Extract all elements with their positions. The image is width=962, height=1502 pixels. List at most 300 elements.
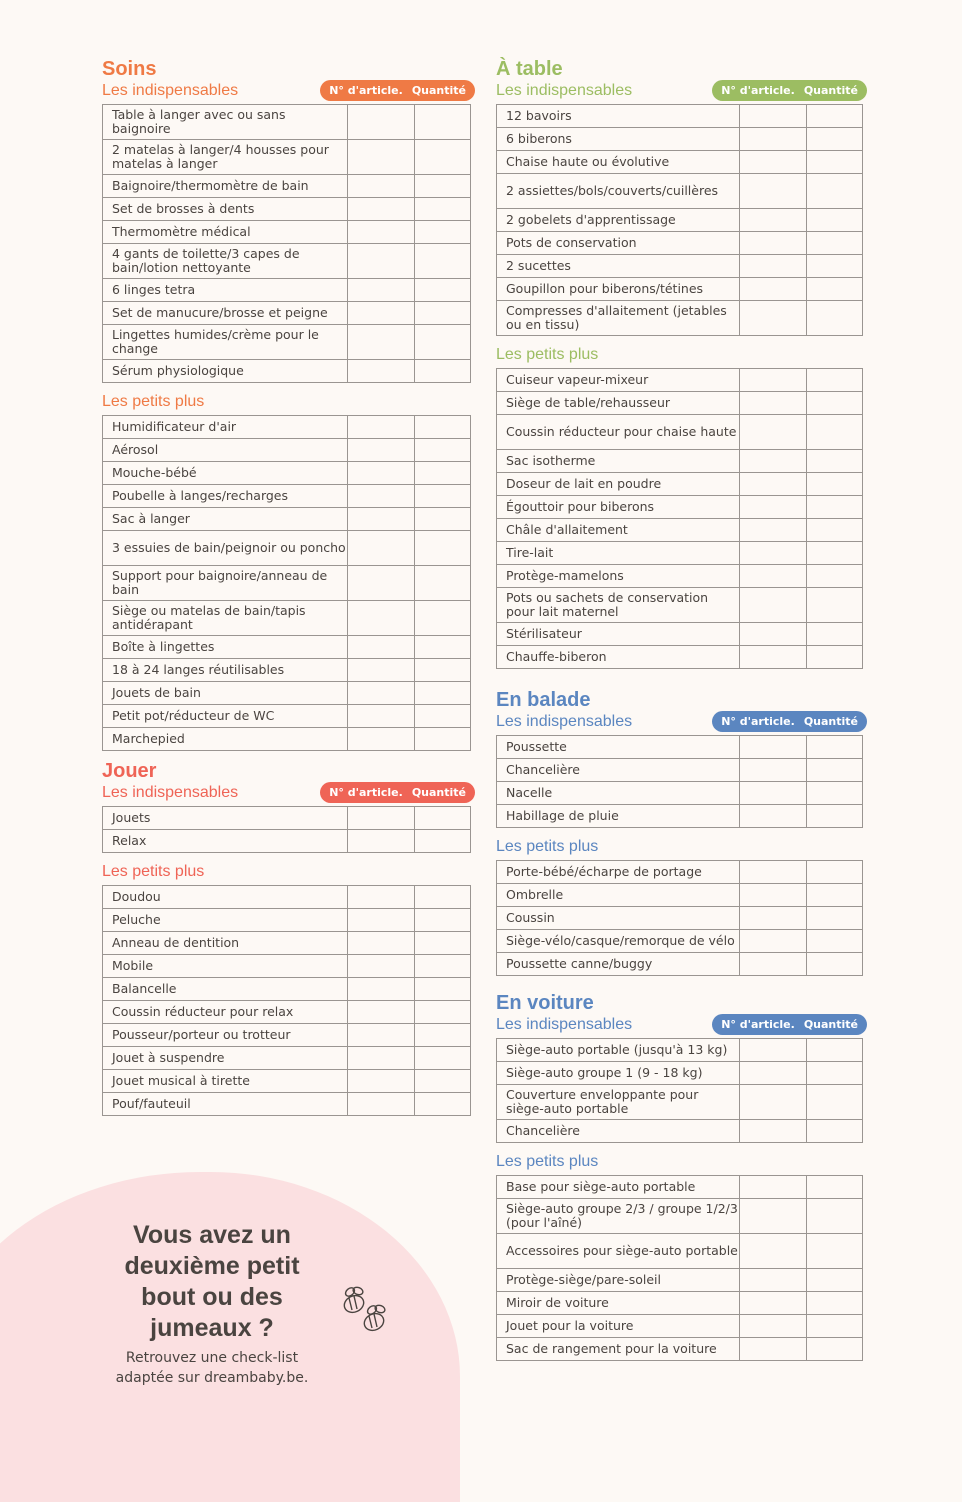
article-number-cell[interactable] <box>740 232 807 255</box>
quantity-cell[interactable] <box>807 736 863 759</box>
article-number-cell[interactable] <box>348 244 415 279</box>
table-row <box>497 907 863 930</box>
quantity-cell[interactable] <box>807 1234 863 1269</box>
quantity-cell[interactable] <box>415 105 471 140</box>
quantity-cell[interactable] <box>807 392 863 415</box>
article-number-header: N° d'article. <box>329 786 403 799</box>
quantity-cell[interactable] <box>807 450 863 473</box>
soins-indisp-header <box>102 80 471 102</box>
quantity-header: Quantité <box>803 715 858 728</box>
quantity-cell[interactable] <box>415 1024 471 1047</box>
quantity-cell[interactable] <box>807 1120 863 1143</box>
item-label: Pots de conservation <box>497 232 740 255</box>
table-row <box>103 601 471 636</box>
article-number-cell[interactable] <box>348 221 415 244</box>
checklist-table <box>496 104 863 336</box>
article-number-cell[interactable] <box>740 542 807 565</box>
voiture-indisp-header <box>496 1014 863 1036</box>
article-number-header: N° d'article. <box>721 84 795 97</box>
article-number-cell[interactable] <box>740 369 807 392</box>
quantity-cell[interactable] <box>807 930 863 953</box>
table-row <box>103 439 471 462</box>
article-number-cell[interactable] <box>348 601 415 636</box>
quantity-cell[interactable] <box>415 1070 471 1093</box>
quantity-cell[interactable] <box>807 1199 863 1234</box>
quantity-cell[interactable] <box>807 953 863 976</box>
table-row <box>497 174 863 209</box>
item-label: Base pour siège-auto portable <box>497 1176 740 1199</box>
item-label: Siège de table/rehausseur <box>497 392 740 415</box>
quantity-cell[interactable] <box>415 1093 471 1116</box>
soins-indisp-label: Les indispensables <box>102 82 239 99</box>
table-row <box>497 1199 863 1234</box>
quantity-cell[interactable] <box>415 659 471 682</box>
quantity-cell[interactable] <box>415 360 471 383</box>
table-row <box>497 565 863 588</box>
item-label: Siège-vélo/casque/remorque de vélo <box>497 930 740 953</box>
quantity-cell[interactable] <box>415 807 471 830</box>
item-label: Chancelière <box>497 1120 740 1143</box>
item-label: Marchepied <box>103 728 348 751</box>
quantity-cell[interactable] <box>807 105 863 128</box>
article-number-cell[interactable] <box>740 861 807 884</box>
table-row <box>497 736 863 759</box>
article-number-cell[interactable] <box>348 105 415 140</box>
article-number-cell[interactable] <box>740 759 807 782</box>
item-label: Mobile <box>103 955 348 978</box>
voiture-plus-label: Les petits plus <box>496 1153 599 1170</box>
article-number-cell[interactable] <box>348 955 415 978</box>
quantity-cell[interactable] <box>807 1292 863 1315</box>
item-label: Siège-auto groupe 2/3 / groupe 1/2/3 (pour l'aîné) <box>497 1199 740 1234</box>
quantity-cell[interactable] <box>415 279 471 302</box>
checklist-table <box>102 415 471 751</box>
quantity-cell[interactable] <box>807 1085 863 1120</box>
article-number-cell[interactable] <box>740 736 807 759</box>
article-number-cell[interactable] <box>348 909 415 932</box>
article-number-cell[interactable] <box>348 636 415 659</box>
quantity-cell[interactable] <box>807 496 863 519</box>
section-title-voiture: En voiture <box>496 992 594 1014</box>
table-plus-label: Les petits plus <box>496 346 599 363</box>
quantity-cell[interactable] <box>415 221 471 244</box>
item-label: Relax <box>103 830 348 853</box>
quantity-cell[interactable] <box>807 884 863 907</box>
item-label: Miroir de voiture <box>497 1292 740 1315</box>
quantity-cell[interactable] <box>415 302 471 325</box>
item-label: 12 bavoirs <box>497 105 740 128</box>
item-label: Coussin <box>497 907 740 930</box>
article-number-cell[interactable] <box>348 416 415 439</box>
table-row <box>497 232 863 255</box>
item-label: Poussette <box>497 736 740 759</box>
quantity-cell[interactable] <box>415 955 471 978</box>
quantity-cell[interactable] <box>807 542 863 565</box>
table-row <box>103 279 471 302</box>
quantity-cell[interactable] <box>415 140 471 175</box>
section-title-soins: Soins <box>102 58 157 80</box>
quantity-cell[interactable] <box>807 209 863 232</box>
quantity-cell[interactable] <box>807 1062 863 1085</box>
article-number-cell[interactable] <box>740 1292 807 1315</box>
quantity-cell[interactable] <box>415 531 471 566</box>
article-number-cell[interactable] <box>740 782 807 805</box>
jouer-plus-header <box>102 861 471 883</box>
table-row <box>103 175 471 198</box>
table-row <box>497 884 863 907</box>
jouer-indisp-header <box>102 782 471 804</box>
quantity-cell[interactable] <box>415 705 471 728</box>
article-number-cell[interactable] <box>348 728 415 751</box>
table-row <box>103 932 471 955</box>
item-label: Set de manucure/brosse et peigne <box>103 302 348 325</box>
quantity-cell[interactable] <box>807 1315 863 1338</box>
article-number-cell[interactable] <box>740 1039 807 1062</box>
article-number-cell[interactable] <box>740 623 807 646</box>
balade-indisp-header <box>496 711 863 733</box>
table-row <box>497 1234 863 1269</box>
item-label: Jouet à suspendre <box>103 1047 348 1070</box>
quantity-cell[interactable] <box>415 244 471 279</box>
table-row <box>103 531 471 566</box>
article-number-cell[interactable] <box>348 140 415 175</box>
item-label: Coussin réducteur pour chaise haute <box>497 415 740 450</box>
quantity-cell[interactable] <box>807 278 863 301</box>
quantity-cell[interactable] <box>807 623 863 646</box>
table-row <box>103 566 471 601</box>
article-number-cell[interactable] <box>348 279 415 302</box>
article-number-cell[interactable] <box>740 1199 807 1234</box>
item-label: Jouet musical à tirette <box>103 1070 348 1093</box>
quantity-cell[interactable] <box>807 759 863 782</box>
article-number-cell[interactable] <box>740 450 807 473</box>
article-number-cell[interactable] <box>348 439 415 462</box>
table-row <box>497 1062 863 1085</box>
quantity-cell[interactable] <box>415 566 471 601</box>
item-label: Anneau de dentition <box>103 932 348 955</box>
quantity-cell[interactable] <box>807 255 863 278</box>
quantity-cell[interactable] <box>807 301 863 336</box>
article-number-cell[interactable] <box>740 519 807 542</box>
table-row <box>103 244 471 279</box>
item-label: Habillage de pluie <box>497 805 740 828</box>
article-number-cell[interactable] <box>348 175 415 198</box>
checklist-table <box>496 368 863 669</box>
table-row <box>497 805 863 828</box>
item-label: Châle d'allaitement <box>497 519 740 542</box>
table-row <box>497 255 863 278</box>
item-label: Doseur de lait en poudre <box>497 473 740 496</box>
quantity-cell[interactable] <box>415 462 471 485</box>
table-row <box>497 1292 863 1315</box>
item-label: Siège-auto portable (jusqu'à 13 kg) <box>497 1039 740 1062</box>
article-number-cell[interactable] <box>348 978 415 1001</box>
quantity-cell[interactable] <box>807 128 863 151</box>
article-number-cell[interactable] <box>348 1070 415 1093</box>
table-row <box>103 807 471 830</box>
article-number-cell[interactable] <box>740 1176 807 1199</box>
table-row <box>497 105 863 128</box>
quantity-cell[interactable] <box>415 682 471 705</box>
item-label: Jouets de bain <box>103 682 348 705</box>
item-label: 2 matelas à langer/4 housses pour matelas à langer <box>103 140 348 175</box>
quantity-cell[interactable] <box>807 473 863 496</box>
quantity-cell[interactable] <box>415 1047 471 1070</box>
table-row <box>103 198 471 221</box>
quantity-cell[interactable] <box>807 232 863 255</box>
table-row <box>103 462 471 485</box>
balade-plus-label: Les petits plus <box>496 838 599 855</box>
item-label: Balancelle <box>103 978 348 1001</box>
article-number-cell[interactable] <box>348 198 415 221</box>
article-number-cell[interactable] <box>348 1093 415 1116</box>
article-number-cell[interactable] <box>348 462 415 485</box>
article-number-cell[interactable] <box>740 209 807 232</box>
article-number-cell[interactable] <box>740 105 807 128</box>
quantity-cell[interactable] <box>415 416 471 439</box>
item-label: Protège-mamelons <box>497 565 740 588</box>
column-header-pill <box>320 80 475 101</box>
article-number-cell[interactable] <box>740 805 807 828</box>
table-row <box>497 759 863 782</box>
balade-plus-header <box>496 836 863 858</box>
quantity-cell[interactable] <box>807 1338 863 1361</box>
table-row <box>103 705 471 728</box>
article-number-cell[interactable] <box>740 953 807 976</box>
table-row <box>497 542 863 565</box>
quantity-cell[interactable] <box>415 728 471 751</box>
quantity-cell[interactable] <box>807 1176 863 1199</box>
article-number-cell[interactable] <box>348 830 415 853</box>
quantity-cell[interactable] <box>807 151 863 174</box>
article-number-cell[interactable] <box>740 473 807 496</box>
quantity-cell[interactable] <box>415 325 471 360</box>
table-row <box>497 1085 863 1120</box>
table-row <box>103 325 471 360</box>
item-label: Couverture enveloppante pour siège-auto portable <box>497 1085 740 1120</box>
table-row <box>103 221 471 244</box>
table-row <box>497 473 863 496</box>
article-number-cell[interactable] <box>740 301 807 336</box>
article-number-cell[interactable] <box>740 1085 807 1120</box>
article-number-cell[interactable] <box>348 302 415 325</box>
item-label: Protège-siège/pare-soleil <box>497 1269 740 1292</box>
quantity-cell[interactable] <box>807 782 863 805</box>
item-label: 2 sucettes <box>497 255 740 278</box>
quantity-cell[interactable] <box>415 198 471 221</box>
jouer-plus-label: Les petits plus <box>102 863 205 880</box>
item-label: Support pour baignoire/anneau de bain <box>103 566 348 601</box>
table-row <box>103 728 471 751</box>
quantity-header: Quantité <box>411 84 466 97</box>
table-row <box>497 623 863 646</box>
item-label: Poubelle à langes/recharges <box>103 485 348 508</box>
item-label: Tire-lait <box>497 542 740 565</box>
article-number-cell[interactable] <box>348 932 415 955</box>
table-row <box>497 861 863 884</box>
jouer-indisp-label: Les indispensables <box>102 784 239 801</box>
table-row <box>497 1039 863 1062</box>
quantity-cell[interactable] <box>415 508 471 531</box>
item-label: 3 essuies de bain/peignoir ou poncho <box>103 531 348 566</box>
table-row <box>103 1001 471 1024</box>
item-label: Boîte à lingettes <box>103 636 348 659</box>
table-row <box>497 930 863 953</box>
column-header-pill <box>712 1014 867 1035</box>
balade-indisp-label: Les indispensables <box>496 713 633 730</box>
article-number-cell[interactable] <box>348 886 415 909</box>
article-number-cell[interactable] <box>740 1062 807 1085</box>
checklist-table <box>102 885 471 1116</box>
item-label: 6 biberons <box>497 128 740 151</box>
item-label: Set de brosses à dents <box>103 198 348 221</box>
quantity-cell[interactable] <box>807 1039 863 1062</box>
checklist-table <box>102 806 471 853</box>
article-number-cell[interactable] <box>348 508 415 531</box>
quantity-cell[interactable] <box>415 439 471 462</box>
checklist-table <box>496 735 863 828</box>
article-number-cell[interactable] <box>348 659 415 682</box>
article-number-cell[interactable] <box>740 151 807 174</box>
quantity-cell[interactable] <box>415 1001 471 1024</box>
article-number-cell[interactable] <box>740 415 807 450</box>
quantity-cell[interactable] <box>807 907 863 930</box>
article-number-cell[interactable] <box>740 1269 807 1292</box>
quantity-cell[interactable] <box>807 565 863 588</box>
article-number-cell[interactable] <box>740 588 807 623</box>
article-number-cell[interactable] <box>740 496 807 519</box>
section-title-balade: En balade <box>496 689 591 711</box>
quantity-cell[interactable] <box>807 174 863 209</box>
article-number-header: N° d'article. <box>721 715 795 728</box>
article-number-cell[interactable] <box>348 531 415 566</box>
table-row <box>103 1047 471 1070</box>
article-number-cell[interactable] <box>740 930 807 953</box>
article-number-cell[interactable] <box>740 278 807 301</box>
quantity-cell[interactable] <box>807 1269 863 1292</box>
quantity-header: Quantité <box>803 84 858 97</box>
quantity-cell[interactable] <box>807 588 863 623</box>
quantity-cell[interactable] <box>807 861 863 884</box>
item-label: Chauffe-biberon <box>497 646 740 669</box>
item-label: Table à langer avec ou sans baignoire <box>103 105 348 140</box>
article-number-cell[interactable] <box>348 566 415 601</box>
quantity-cell[interactable] <box>415 886 471 909</box>
article-number-cell[interactable] <box>348 485 415 508</box>
table-row <box>497 1315 863 1338</box>
item-label: Jouet pour la voiture <box>497 1315 740 1338</box>
table-row <box>103 302 471 325</box>
table-row <box>103 886 471 909</box>
article-number-cell[interactable] <box>740 128 807 151</box>
table-row <box>497 1338 863 1361</box>
quantity-cell[interactable] <box>415 175 471 198</box>
quantity-cell[interactable] <box>415 932 471 955</box>
article-number-cell[interactable] <box>740 1315 807 1338</box>
item-label: Égouttoir pour biberons <box>497 496 740 519</box>
table-row <box>497 1269 863 1292</box>
quantity-cell[interactable] <box>807 415 863 450</box>
table-row <box>497 496 863 519</box>
promo-text: Retrouvez une check-list adaptée sur dreambaby.be. <box>115 1350 309 1386</box>
quantity-cell[interactable] <box>807 646 863 669</box>
item-label: Ombrelle <box>497 884 740 907</box>
soins-plus-header <box>102 391 471 413</box>
table-row <box>497 278 863 301</box>
item-label: Peluche <box>103 909 348 932</box>
item-label: Compresses d'allaitement (jetables ou en tissu) <box>497 301 740 336</box>
section-title-table: À table <box>496 58 563 80</box>
table-row <box>103 360 471 383</box>
article-number-cell[interactable] <box>348 682 415 705</box>
quantity-cell[interactable] <box>415 636 471 659</box>
table-plus-header <box>496 344 863 366</box>
article-number-cell[interactable] <box>740 907 807 930</box>
column-header-pill <box>320 782 475 803</box>
article-number-cell[interactable] <box>740 565 807 588</box>
item-label: Cuiseur vapeur-mixeur <box>497 369 740 392</box>
article-number-cell[interactable] <box>348 1047 415 1070</box>
table-row <box>497 450 863 473</box>
article-number-cell[interactable] <box>348 1001 415 1024</box>
item-label: Aérosol <box>103 439 348 462</box>
article-number-cell[interactable] <box>348 705 415 728</box>
article-number-cell[interactable] <box>348 1024 415 1047</box>
table-row <box>103 955 471 978</box>
article-number-cell[interactable] <box>348 360 415 383</box>
article-number-cell[interactable] <box>348 325 415 360</box>
table-row <box>103 978 471 1001</box>
quantity-cell[interactable] <box>415 909 471 932</box>
table-row <box>497 953 863 976</box>
section-title-jouer: Jouer <box>102 760 157 782</box>
item-label: Pouf/fauteuil <box>103 1093 348 1116</box>
table-row <box>497 392 863 415</box>
table-row <box>103 830 471 853</box>
promo-title: Vous avez un deuxième petit bout ou des jumeaux ? <box>124 1221 300 1342</box>
article-number-cell[interactable] <box>348 807 415 830</box>
item-label: Poussette canne/buggy <box>497 953 740 976</box>
article-number-cell[interactable] <box>740 1234 807 1269</box>
article-number-cell[interactable] <box>740 174 807 209</box>
table-row <box>497 1120 863 1143</box>
article-number-cell[interactable] <box>740 1120 807 1143</box>
quantity-cell[interactable] <box>415 485 471 508</box>
item-label: Coussin réducteur pour relax <box>103 1001 348 1024</box>
quantity-cell[interactable] <box>807 369 863 392</box>
item-label: 2 gobelets d'apprentissage <box>497 209 740 232</box>
quantity-cell[interactable] <box>415 978 471 1001</box>
table-row <box>103 1093 471 1116</box>
quantity-cell[interactable] <box>415 601 471 636</box>
table-row <box>497 209 863 232</box>
quantity-cell[interactable] <box>807 519 863 542</box>
quantity-cell[interactable] <box>415 830 471 853</box>
quantity-cell[interactable] <box>807 805 863 828</box>
article-number-cell[interactable] <box>740 646 807 669</box>
item-label: Humidificateur d'air <box>103 416 348 439</box>
table-row <box>103 636 471 659</box>
article-number-cell[interactable] <box>740 1338 807 1361</box>
checklist-table <box>102 104 471 383</box>
article-number-cell[interactable] <box>740 392 807 415</box>
table-row <box>103 485 471 508</box>
item-label: Thermomètre médical <box>103 221 348 244</box>
article-number-cell[interactable] <box>740 255 807 278</box>
table-indisp-header <box>496 80 863 102</box>
article-number-cell[interactable] <box>740 884 807 907</box>
item-label: Sérum physiologique <box>103 360 348 383</box>
